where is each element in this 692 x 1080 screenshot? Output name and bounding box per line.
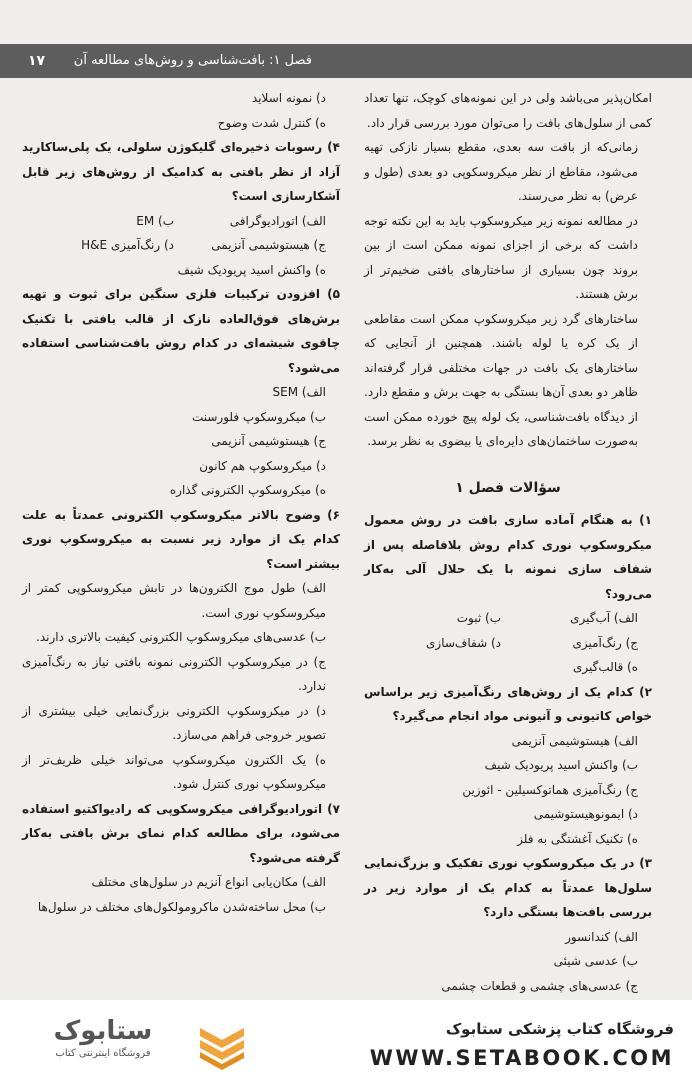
question-4: ۴) رسوبات ذخیره‌ای گلیکوژن سلولی، یک پلی‌ساکارید آزاد از نظر بافتی به کدامیک از روش‌های زیر قابل آشکارسازی است؟	[22, 140, 340, 203]
chapter-title: فصل ۱: بافت‌شناسی و روش‌های مطالعه آن	[73, 53, 312, 68]
question-6: ۶) وضوح بالاتر میکروسکوپ الکترونی عمدتاً به علت کدام یک از موارد زیر نسبت به میکروسکوپ نوری بیشتر است؟	[22, 507, 340, 571]
question-2: ۲) کدام یک از روش‌های رنگ‌آمیزی زیر براساس خواص کاتیونی و آنیونی مواد انجام می‌گیرد؟	[364, 684, 652, 723]
option-row	[364, 631, 652, 656]
paragraph: زمانی‌که از بافت سه بعدی، مقطع بسیار نازکی تهیه می‌شود، مقاطع از نظر میکروسکوپی دو بعدی (طول و عرض) به نظر می‌رسند.	[364, 140, 638, 203]
option: ب) واکنش اسید پریودیک شیف	[484, 758, 638, 772]
logo-word: ستابوک	[53, 1016, 153, 1046]
option: الف) اتورادیوگرافی	[229, 213, 326, 228]
option: ه) واکنش اسید پریودیک شیف	[177, 262, 326, 277]
option: الف) هیستوشیمی آنزیمی	[511, 733, 638, 748]
question-3: ۳) در یک میکروسکوپ نوری تفکیک و بزرگ‌نمایی سلول‌ها عمدتاً به کدام یک از موارد زیر در بررسی بافت‌ها بستگی دارد؟	[364, 856, 652, 919]
store-banner	[0, 1000, 692, 1080]
option: ج) عدسی‌های چشمی و قطعات چشمی	[441, 978, 638, 993]
book-logo-icon	[192, 1014, 252, 1074]
right-column	[364, 86, 652, 998]
option: د) در میکروسکوپ الکترونی بزرگ‌نمایی خیلی بیشتری از تصویر خروجی فراهم می‌سازد.	[22, 703, 326, 742]
option: ج) هیستوشیمی آنزیمی	[211, 434, 326, 448]
chapter-header-bar	[0, 44, 692, 78]
option: ج) هیستوشیمی آنزیمی	[211, 238, 326, 252]
option: الف) طول موج الکترون‌ها در تابش میکروسکوپی کمتر از میکروسکوپ نوری است.	[22, 581, 326, 620]
option: ب) ثبوت	[456, 611, 501, 625]
option: ب) عدسی‌های میکروسکوپ الکترونی کیفیت بالاتری دارند.	[36, 630, 326, 644]
store-url-link[interactable]: WWW.SETABOOK.COM	[369, 1046, 674, 1070]
option: ه) یک الکترون میکروسکوپ می‌تواند خیلی ظریف‌تر از میکروسکوپ نوری کنترل شود.	[22, 752, 326, 791]
paragraph: در مطالعه نمونه زیر میکروسکوپ باید به این نکته توجه داشت که برخی از اجزای نمونه ممکن است از بین بروند چون بسیاری از ساختارهای بافتی ضخیم‌تر از برش هستند.	[364, 213, 638, 301]
left-column	[22, 86, 340, 919]
option: ه) میکروسکوپ الکترونی گذاره	[169, 483, 326, 497]
option: د) نمونه اسلاید	[251, 91, 326, 105]
option: د) رنگ‌آمیزی H&E	[81, 238, 174, 252]
question-5: ۵) افزودن ترکیبات فلزی سنگین برای ثبوت و تهیه برش‌های فوق‌العاده نازک از قالب بافتی با تکنیک چاقوی شیشه‌ای در کدام روش بافت‌شناسی استفاده می‌شود؟	[22, 287, 340, 375]
option: ه) کنترل شدت وضوح	[217, 115, 326, 130]
option-row	[22, 209, 340, 234]
option-row	[22, 233, 340, 258]
logo-subtitle: فروشگاه اینترنتی کتاب	[55, 1048, 151, 1059]
option: ج) رنگ‌آمیزی هماتوکسیلین - ائوزین	[462, 782, 638, 797]
section-title: سؤالات فصل ۱	[455, 479, 561, 496]
option: ج) در میکروسکوپ الکترونی نمونه بافتی نیاز به رنگ‌آمیزی ندارد.	[22, 654, 326, 693]
paragraph: امکان‌پذیر می‌باشد ولی در این نمونه‌های کوچک، تنها تعداد کمی از سلول‌های بافت را می‌توان مورد بررسی قرار داد.	[364, 91, 652, 130]
option: ب) EM	[136, 213, 174, 228]
option: الف) مکان‌یابی انواع آنزیم در سلول‌های مختلف	[91, 875, 326, 889]
paragraph: ساختارهای گرد زیر میکروسکوپ ممکن است مقاطعی از یک کره یا لوله باشند. همچنین از آنجایی که ساختارهای یک بافت در جهات مختلفی قرار گرفته‌اند ظاهر دو بعدی آن‌ها بستگی به جهت برش و مقطع دارد. از دیدگاه بافت‌شناسی، یک لوله پیچ خورده ممکن است به‌صورت ساختمان‌های دایره‌ای یا بیضوی به نظر برسد.	[364, 311, 638, 448]
question-7: ۷) اتورادیوگرافی میکروسکوپی که رادیواکتیو استفاده می‌شود، برای مطالعه کدام نمای برش بافتی به‌کار گرفته می‌شود؟	[22, 801, 340, 865]
option-row	[364, 606, 652, 631]
option: ب) میکروسکوپ فلورسنت	[191, 409, 326, 424]
option: د) ایمونوهیستوشیمی	[533, 807, 638, 821]
option: الف) کندانسور	[565, 929, 638, 944]
question-1: ۱) به هنگام آماده سازی بافت در روش معمول میکروسکوپ نوری کدام روش بلافاصله پس از شفاف سازی نمونه با یک حلال آلی به‌کار می‌رود؟	[364, 513, 652, 601]
option: د) شفاف‌سازی	[426, 635, 501, 650]
option: ه) تکنیک آغشتگی به فلز	[517, 831, 638, 846]
option: الف) SEM	[272, 385, 326, 399]
option: ه) قالب‌گیری	[573, 660, 638, 674]
option: ب) محل ساخته‌شدن ماکرومولکول‌های مختلف در سلول‌ها	[37, 899, 326, 914]
store-name: فروشگاه کتاب پزشکی ستابوک	[445, 1020, 674, 1038]
option: الف) آب‌گیری	[570, 611, 638, 625]
page-number: ۱۷	[28, 53, 46, 69]
store-logo-text	[28, 1014, 178, 1074]
option: ب) عدسی شیئی	[553, 954, 638, 968]
option: د) میکروسکوپ هم کانون	[199, 458, 326, 473]
option: ج) رنگ‌آمیزی	[572, 635, 638, 650]
